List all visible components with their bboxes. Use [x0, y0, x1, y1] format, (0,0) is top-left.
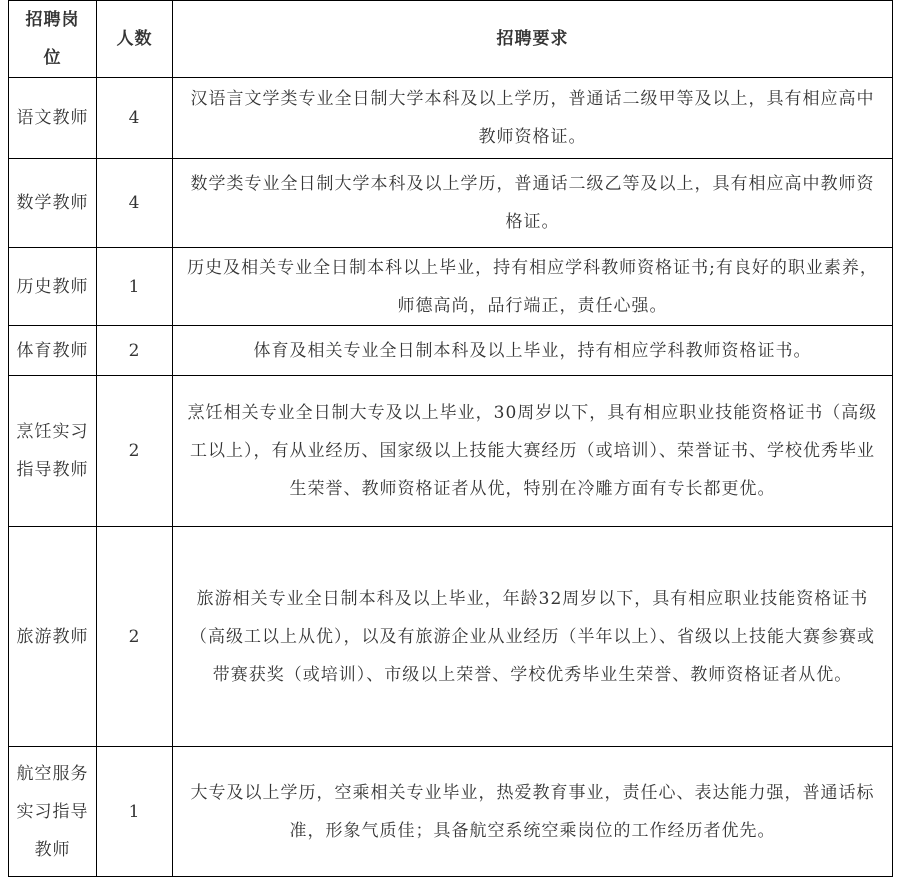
recruitment-table	[8, 0, 893, 877]
post-cell: 烹饪实习指导教师	[9, 376, 97, 527]
post-cell: 旅游教师	[9, 527, 97, 747]
requirement-cell: 体育及相关专业全日制本科及以上毕业，持有相应学科教师资格证书。	[173, 326, 893, 376]
requirement-cell: 烹饪相关专业全日制大专及以上毕业，30周岁以下，具有相应职业技能资格证书（高级工以上），有从业经历、国家级以上技能大赛经历（或培训）、荣誉证书、学校优秀毕业生荣誉、教师资格证者从优，特别在冷雕方面有专长都更优。	[173, 376, 893, 527]
table-row	[9, 747, 893, 877]
post-cell: 体育教师	[9, 326, 97, 376]
table-row	[9, 376, 893, 527]
header-count: 人数	[97, 1, 173, 78]
header-requirement: 招聘要求	[173, 1, 893, 78]
table-row	[9, 78, 893, 159]
count-cell: 2	[97, 527, 173, 747]
requirement-cell: 大专及以上学历，空乘相关专业毕业，热爱教育事业，责任心、表达能力强，普通话标准，形象气质佳；具备航空系统空乘岗位的工作经历者优先。	[173, 747, 893, 877]
table-row	[9, 248, 893, 326]
count-cell: 4	[97, 159, 173, 248]
table-row	[9, 159, 893, 248]
requirement-cell: 数学类专业全日制大学本科及以上学历，普通话二级乙等及以上，具有相应高中教师资格证。	[173, 159, 893, 248]
table-row	[9, 527, 893, 747]
header-post: 招聘岗位	[9, 1, 97, 78]
count-cell: 1	[97, 747, 173, 877]
count-cell: 1	[97, 248, 173, 326]
requirement-cell: 历史及相关专业全日制本科以上毕业，持有相应学科教师资格证书;有良好的职业素养，师德高尚，品行端正，责任心强。	[173, 248, 893, 326]
requirement-cell: 旅游相关专业全日制本科及以上毕业，年龄32周岁以下，具有相应职业技能资格证书（高级工以上从优），以及有旅游企业从业经历（半年以上）、省级以上技能大赛参赛或带赛获奖（或培训）、市级以上荣誉、学校优秀毕业生荣誉、教师资格证者从优。	[173, 527, 893, 747]
count-cell: 4	[97, 78, 173, 159]
count-cell: 2	[97, 326, 173, 376]
post-cell: 航空服务实习指导教师	[9, 747, 97, 877]
post-cell: 历史教师	[9, 248, 97, 326]
count-cell: 2	[97, 376, 173, 527]
post-cell: 数学教师	[9, 159, 97, 248]
requirement-cell: 汉语言文学类专业全日制大学本科及以上学历，普通话二级甲等及以上，具有相应高中教师资格证。	[173, 78, 893, 159]
post-cell: 语文教师	[9, 78, 97, 159]
table-row	[9, 326, 893, 376]
table-header-row	[9, 1, 893, 78]
